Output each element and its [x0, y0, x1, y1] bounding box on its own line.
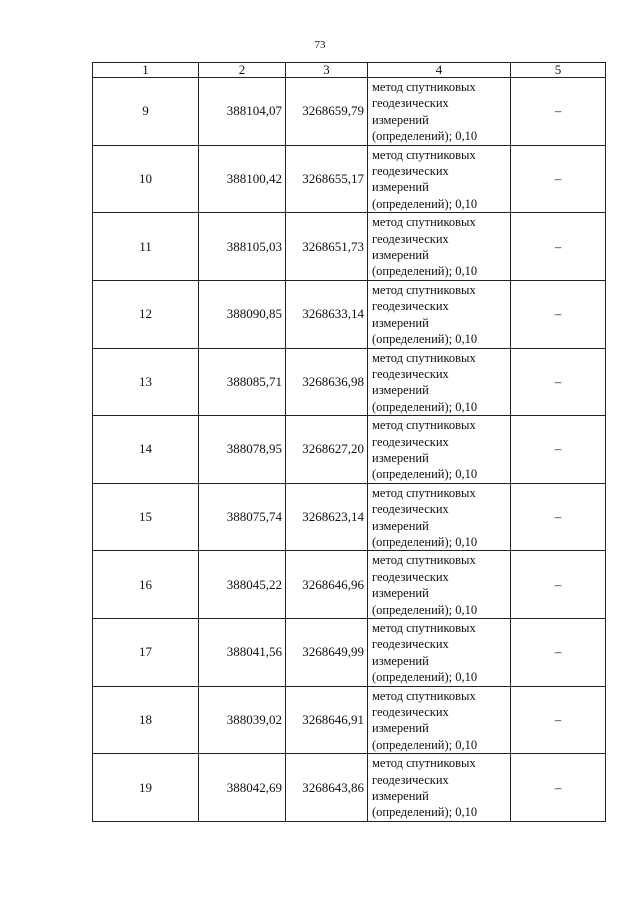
method-line: (определений); 0,10 [372, 534, 478, 549]
method-line: (определений); 0,10 [372, 129, 478, 144]
y-coordinate-cell: 3268627,20 [286, 416, 368, 484]
column-5-cell: – [511, 145, 606, 213]
table-row [93, 416, 606, 484]
method-line: метод спутниковых [372, 688, 476, 703]
method-line: измерений [372, 721, 429, 736]
coordinates-table [92, 62, 606, 822]
method-line: метод спутниковых [372, 756, 476, 771]
method-line: метод спутниковых [372, 418, 476, 433]
method-line: геодезических [372, 299, 449, 314]
method-line: геодезических [372, 502, 449, 517]
header-col-2: 2 [199, 63, 286, 78]
method-line: измерений [372, 653, 429, 668]
method-line: геодезических [372, 164, 449, 179]
column-5-cell: – [511, 619, 606, 687]
point-number-cell: 15 [93, 483, 199, 551]
method-line: геодезических [372, 772, 449, 787]
y-coordinate-cell: 3268633,14 [286, 280, 368, 348]
method-line: (определений); 0,10 [372, 737, 478, 752]
table-row [93, 145, 606, 213]
y-coordinate-cell: 3268649,99 [286, 619, 368, 687]
method-line: измерений [372, 518, 429, 533]
column-5-cell: – [511, 551, 606, 619]
x-coordinate-cell: 388041,56 [199, 619, 286, 687]
y-coordinate-cell: 3268643,86 [286, 754, 368, 822]
method-line: метод спутниковых [372, 215, 476, 230]
table-row [93, 551, 606, 619]
method-line: метод спутниковых [372, 621, 476, 635]
method-line: (определений); 0,10 [372, 805, 478, 820]
header-col-5: 5 [511, 63, 606, 78]
column-5-cell: – [511, 213, 606, 281]
column-5-cell: – [511, 348, 606, 416]
table-header [93, 63, 606, 78]
method-cell [368, 145, 511, 213]
method-line: (определений); 0,10 [372, 467, 478, 482]
x-coordinate-cell: 388105,03 [199, 213, 286, 281]
page-number: 73 [314, 39, 326, 51]
method-cell [368, 619, 511, 687]
method-line: метод спутниковых [372, 350, 476, 365]
method-line: геодезических [372, 366, 449, 381]
method-line: измерений [372, 789, 429, 804]
method-cell [368, 551, 511, 619]
column-5-cell: – [511, 280, 606, 348]
table-row [93, 78, 606, 146]
point-number-cell: 16 [93, 551, 199, 619]
header-col-3: 3 [286, 63, 368, 78]
method-line: метод спутниковых [372, 485, 476, 500]
method-cell [368, 280, 511, 348]
table-row [93, 619, 606, 687]
table-row [93, 348, 606, 416]
y-coordinate-cell: 3268636,98 [286, 348, 368, 416]
column-5-cell: – [511, 483, 606, 551]
method-cell [368, 754, 511, 822]
point-number-cell: 13 [93, 348, 199, 416]
method-line: измерений [372, 248, 429, 263]
point-number-cell: 12 [93, 280, 199, 348]
method-line: измерений [372, 315, 429, 330]
method-line: геодезических [372, 569, 449, 584]
y-coordinate-cell: 3268623,14 [286, 483, 368, 551]
y-coordinate-cell: 3268659,79 [286, 78, 368, 146]
method-line: измерений [372, 180, 429, 195]
header-row [93, 63, 606, 78]
column-5-cell: – [511, 416, 606, 484]
header-col-4: 4 [368, 63, 511, 78]
column-5-cell: – [511, 78, 606, 146]
point-number-cell: 18 [93, 686, 199, 754]
point-number-cell: 9 [93, 78, 199, 146]
method-cell [368, 348, 511, 416]
column-5-cell: – [511, 754, 606, 822]
method-line: (определений); 0,10 [372, 332, 478, 347]
x-coordinate-cell: 388104,07 [199, 78, 286, 146]
x-coordinate-cell: 388042,69 [199, 754, 286, 822]
method-cell [368, 416, 511, 484]
method-line: метод спутниковых [372, 147, 476, 162]
table-row [93, 754, 606, 822]
table-row [93, 686, 606, 754]
method-line: метод спутниковых [372, 553, 476, 568]
method-cell [368, 483, 511, 551]
table-row [93, 280, 606, 348]
method-line: геодезических [372, 434, 449, 449]
method-cell [368, 686, 511, 754]
x-coordinate-cell: 388045,22 [199, 551, 286, 619]
x-coordinate-cell: 388078,95 [199, 416, 286, 484]
y-coordinate-cell: 3268646,91 [286, 686, 368, 754]
point-number-cell: 14 [93, 416, 199, 484]
method-line: измерений [372, 450, 429, 465]
table-row [93, 213, 606, 281]
header-col-1: 1 [93, 63, 199, 78]
method-line: геодезических [372, 231, 449, 246]
x-coordinate-cell: 388075,74 [199, 483, 286, 551]
method-line: геодезических [372, 705, 449, 720]
point-number-cell: 11 [93, 213, 199, 281]
method-line: (определений); 0,10 [372, 264, 478, 279]
y-coordinate-cell: 3268651,73 [286, 213, 368, 281]
x-coordinate-cell: 388085,71 [199, 348, 286, 416]
method-line: (определений); 0,10 [372, 670, 478, 685]
method-cell [368, 213, 511, 281]
point-number-cell: 19 [93, 754, 199, 822]
column-5-cell: – [511, 686, 606, 754]
y-coordinate-cell: 3268655,17 [286, 145, 368, 213]
method-line: измерений [372, 383, 429, 398]
point-number-cell: 10 [93, 145, 199, 213]
method-line: (определений); 0,10 [372, 602, 478, 617]
table-row [93, 483, 606, 551]
y-coordinate-cell: 3268646,96 [286, 551, 368, 619]
x-coordinate-cell: 388100,42 [199, 145, 286, 213]
method-line: (определений); 0,10 [372, 399, 478, 414]
method-line: геодезических [372, 96, 449, 111]
method-line: измерений [372, 586, 429, 601]
method-line: метод спутниковых [372, 80, 476, 94]
method-line: геодезических [372, 637, 449, 652]
table-body [93, 78, 606, 822]
method-line: (определений); 0,10 [372, 196, 478, 211]
x-coordinate-cell: 388039,02 [199, 686, 286, 754]
method-line: метод спутниковых [372, 282, 476, 297]
point-number-cell: 17 [93, 619, 199, 687]
x-coordinate-cell: 388090,85 [199, 280, 286, 348]
method-line: измерений [372, 112, 429, 127]
method-cell [368, 78, 511, 146]
